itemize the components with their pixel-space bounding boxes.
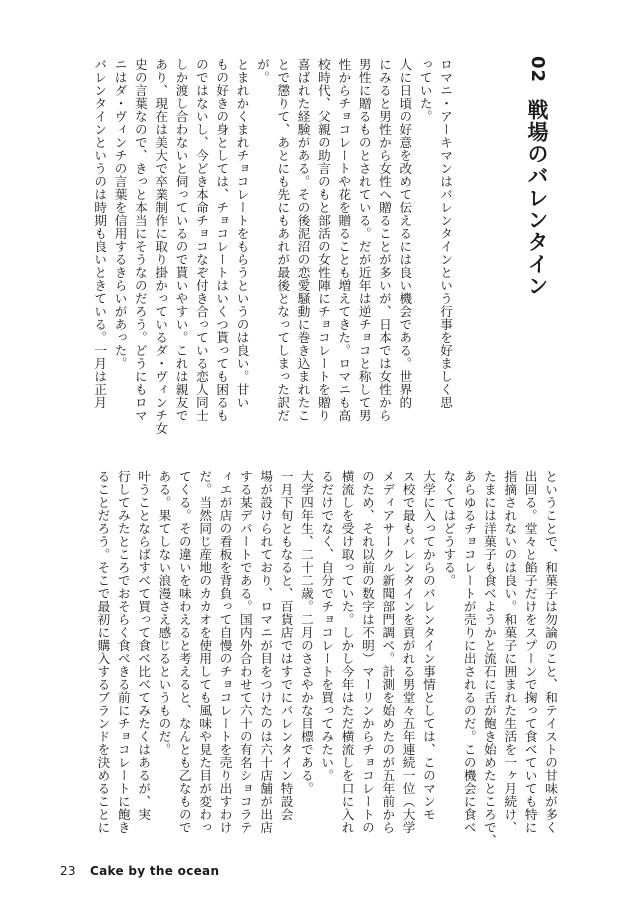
text-line: たまには洋菓子も食べようかと流石に舌が飽き始めたところで、: [481, 470, 497, 847]
text-line: 喜ばれた経験がある。その後泥沼の恋愛騒動に巻き込まれたこ: [295, 58, 311, 422]
text-line: 指摘されないのは良い。和菓子に囲まれた生活を一ヶ月続け、: [502, 470, 518, 834]
text-line: 男性に贈るものとされている。だが近年は逆チョコと称して男: [356, 58, 372, 422]
text-line: メディアサークル新聞部門調べ。計測を始めたのが五年前から: [380, 470, 396, 834]
text-line: 出回る。堂々と餡子だけをスプーンで掬って食べていても特に: [522, 470, 538, 834]
text-line: ということで、和菓子は勿論のこと、和テイストの甘味が多く: [543, 470, 558, 834]
text-line: あらゆるチョコレートが売りに出されるのだ。この機会に食べ: [461, 470, 477, 834]
page-footer: [60, 864, 219, 878]
text-line: てくる。その違いを味わえると考えると、なんとも乙なもので: [176, 470, 192, 834]
text-line: 行してみたところでおそらく食べきる前にチョコレートに飽き: [115, 470, 131, 834]
text-line: 横流しを受け取っていた。しかし今年はただ横流しを口に入れ: [339, 470, 355, 834]
text-line: あり、現在は美大で卒業制作に取り掛かっているダ・ヴィンチ女: [153, 58, 169, 435]
text-line: だ。当然同じ産地のカカオを使用しても風味や見た目が変わっ: [197, 470, 213, 834]
text-line: しか渡し合わないと伺っているので貰いやすい。これは親友で: [173, 58, 189, 422]
text-line: 叶うことならばすべて買って食べ比べてみたくはあるが、実: [136, 470, 152, 821]
chapter-heading: [515, 56, 559, 436]
text-line: バレンタインというのは時期も良いときている。一月は正月: [92, 58, 108, 409]
body-text-lower: [62, 470, 560, 852]
text-line: ニはダ・ヴィンチの言葉を信用するきらいがあった。: [112, 58, 128, 370]
chapter-number: 02: [527, 56, 548, 84]
text-line: 人に日頃の好意を改めて伝えるには良い機会である。世界的: [397, 58, 413, 409]
text-line: のため、それ以前の数字は不明）マーリンからチョコレートの: [359, 470, 375, 834]
text-line: 性からチョコレートや花を贈ることも増えてきた。ロマニも高: [336, 58, 352, 422]
text-line: 場が設けられており、ロマニが目をつけたのは六十店舗が出店: [258, 470, 274, 834]
text-line: 大学に入ってからのバレンタイン事情としては、このマンモ: [420, 470, 436, 821]
text-line: なくてはどうする。: [441, 470, 457, 587]
text-line: っていた。: [417, 58, 433, 123]
text-line: のではないし、今どき本命チョコなぞ付き合っている恋人同士: [193, 58, 209, 422]
text-line: とで懲りて、あとにも先にもあれが最後となってしまった訳だ: [275, 58, 291, 422]
text-line: 大学四年生、二十二歳。二月のささやかな目標である。: [298, 470, 314, 795]
text-line: 一月下旬ともなると、百貨店ではすでにバレンタイン特設会: [278, 470, 294, 821]
text-line: が。: [254, 58, 270, 84]
body-text-upper: [62, 58, 455, 440]
running-title: Cake by the ocean: [90, 864, 220, 878]
text-line: ることだろう。そこで最初に購入するブランドを決めることに: [95, 470, 111, 834]
text-line: 校時代、父親の助言のもと部活の女性陣にチョコレートを贈り: [315, 58, 331, 422]
text-line: 史の言葉なので、きっと本当にそうなのだろう。どうにもロマ: [132, 58, 148, 422]
chapter-title: 戦場のバレンタイン: [525, 99, 549, 298]
text-line: ィエが店の看板を背負って自慢のチョコレートを売り出すわけ: [217, 470, 233, 834]
text-line: する某デパートである。国内外合わせて六十の有名ショコラテ: [237, 470, 253, 834]
text-line: ス校で最もバレンタインを貢がれる男堂々五年連続一位（大学: [400, 470, 416, 834]
text-line: もの好きの身としては、チョコレートはいくつ貰っても困るも: [214, 58, 230, 422]
text-line: るだけでなく、自分でチョコレートを買ってみたい。: [319, 470, 335, 782]
text-line: ある。果てしない浪漫さえ感じるというものだ。: [156, 470, 172, 756]
text-line: とまれかくまれチョコレートをもらうというのは良い。甘い: [234, 58, 250, 409]
text-line: ロマニ・アーキマンはバレンタインという行事を好ましく思: [438, 58, 453, 409]
page-number: 23: [60, 864, 76, 878]
text-line: にみると男性から女性へ贈ることが多いが、日本では女性から: [376, 58, 392, 422]
